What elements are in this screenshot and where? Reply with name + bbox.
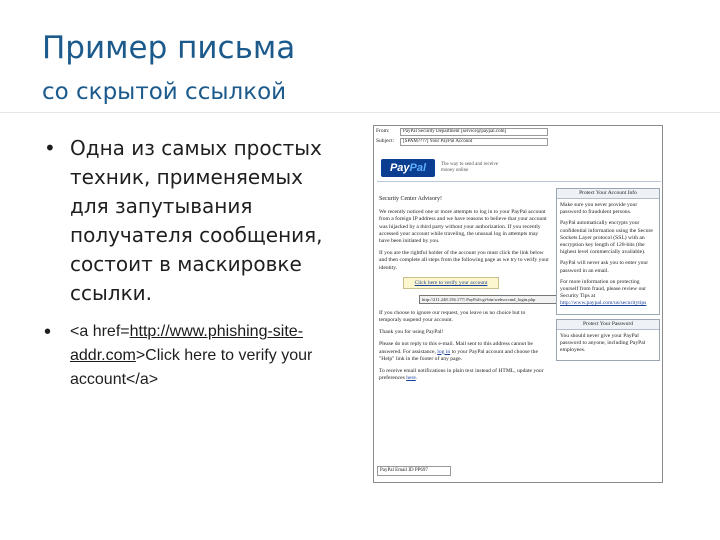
body-paragraph: If you are the rightful holder of the account you must click the link below and then complete all steps from the following page as we try to verify your identity. — [379, 250, 549, 271]
status-url-tooltip: http://211.248.156.177/.PayPal/cgi-bin/webscrcmd_login.php — [419, 295, 557, 304]
from-value: PayPal Security Department [service@paypal.com] — [400, 128, 548, 136]
box-text: PayPal will never ask you to enter your password in an email. — [560, 260, 649, 274]
slide-title-block — [42, 28, 295, 108]
bullet-dot-icon: • — [44, 136, 56, 160]
subject-label: Subject: — [376, 138, 395, 144]
here-link[interactable]: here — [406, 375, 416, 382]
body-paragraph: If you choose to ignore our request, you leave us no choice but to temporaly suspend your account. — [379, 309, 526, 324]
email-subject-row — [376, 138, 660, 146]
from-label: From: — [376, 128, 390, 134]
paypal-header — [377, 154, 661, 182]
email-body — [379, 196, 549, 387]
code-prefix: <a href= — [70, 323, 130, 340]
login-link[interactable]: log in — [437, 348, 451, 355]
paypal-tagline: The way to send and receive money online — [441, 162, 499, 173]
email-from-row — [376, 128, 660, 136]
email-footer-id: PayPal Email ID PP697 — [377, 466, 451, 476]
reply-notice: Please do not reply to this e-mail. Mail sent to this address cannot be answered. For assistance, log in to your PayPal account and choose the "Help" link in the footer of any page. — [379, 341, 538, 362]
body-paragraph: We recently noticed one or more attempts to log in to your PayPal account from a foreign IP address and we have reasons to believe that your account was hijacked by a third party without your authorization. If you recently accessed your account while traveling, the unusual log in attempts may have been initiated by you. — [379, 209, 547, 245]
slide-subtitle: со скрытой ссылкой — [42, 79, 287, 105]
email-sidebar — [556, 188, 660, 365]
protect-password-box — [556, 319, 660, 362]
notification-notice: To receive email notifications in plain text instead of HTML, update your preferences here. — [379, 368, 544, 382]
phishing-url-link[interactable]: http://www.phishing-site-addr.com — [70, 323, 304, 364]
bullet-item-code — [44, 320, 344, 392]
security-tips-link[interactable]: http://www.paypal.com/us/securitytips — [560, 300, 647, 307]
subject-value: [SPAM????] Your PayPal Account — [400, 138, 548, 146]
bullet-dot-icon: • — [44, 321, 52, 343]
verify-account-link[interactable]: Click here to verify your account — [403, 277, 499, 289]
box-text: You should never give your PayPal password to anyone, including PayPal employees. — [560, 332, 646, 354]
bullet-list — [44, 134, 344, 392]
box-text: PayPal automatically encrypts your confidential information using the Secure Sockets Layer protocol (SSL) with an encryption key length of 128-bits (the highest level commercially available). — [560, 220, 653, 256]
slide-title: Пример письма — [42, 30, 296, 66]
bullet-text: Одна из самых простых техник, применяемых для запутывания получателя сообщения, состоит в маскировке ссылки. — [70, 136, 323, 305]
bullet-item — [44, 134, 344, 308]
box-text: Make sure you never provide your password to fraudulent persons. — [560, 202, 638, 216]
email-screenshot — [373, 125, 663, 483]
protect-info-box — [556, 188, 660, 315]
paypal-logo: PayPal — [381, 159, 435, 177]
thanks-text: Thank you for using PayPal! — [379, 329, 444, 336]
code-suffix: >Click here to verify your account</a> — [70, 347, 313, 388]
title-divider — [0, 112, 720, 113]
box-title: Protect Your Account Info — [557, 189, 659, 199]
box-text: For more information on protecting yourself from fraud, please review our Security Tips at http://www.paypal.com/us/securitytips — [560, 278, 647, 307]
section-heading: Security Center Advisory! — [379, 196, 442, 202]
box-title: Protect Your Password — [557, 320, 659, 330]
